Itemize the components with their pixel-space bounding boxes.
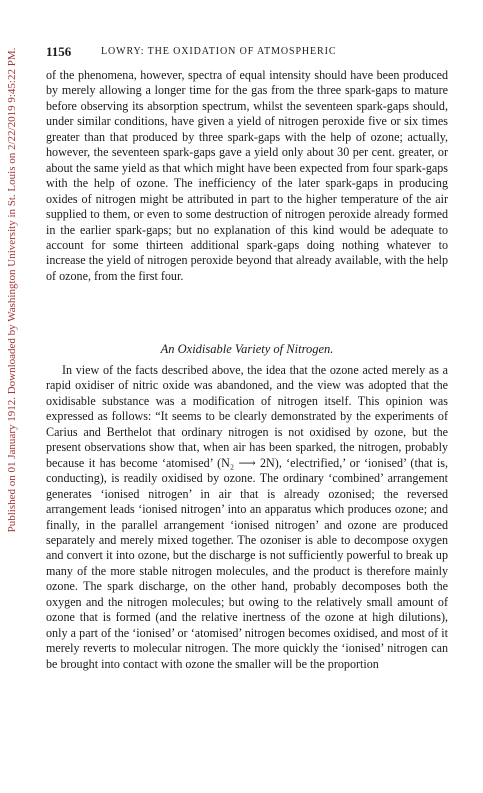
running-head: LOWRY: THE OXIDATION OF ATMOSPHERIC [101, 46, 337, 57]
body-text-continued [46, 68, 448, 284]
paragraph: In view of the facts described above, the idea that the ozone acted merely as a rapid oxidiser of nitric oxide was abandoned, and the view was adopted that the oxidisable substance was a modification of nitrogen itself. This opinion was expressed as follows: “It seems to be clearly demonstrated by the experiments of Carius and Berthelot that ordinary nitrogen is not oxidised by ozone, but the present observations show that, when air has been sparked, the nitrogen, probably because it has become ‘atomised’ (N₂ ⟶ 2N), ‘electrified,’ or ‘ionised’ (that is, conducting), is readily oxidised by ozone. The ordinary ‘combined’ arrangement generates ‘ionised nitrogen’ in air that is already ozonised; the reversed arrangement leads ‘ionised nitrogen’ into an apparatus which produces ozone; and finally, in the parallel arrangement ‘ionised nitrogen’ and ozone are produced separately and merely mixed together. The ozoniser is able to decompose oxygen and convert it into ozone, but the discharge is not sufficiently powerful to break up many of the more stable nitrogen molecules, and the product is therefore mainly ozone. The spark discharge, on the other hand, probably decomposes both the oxygen and the nitrogen molecules; but owing to the relatively small amount of ozone that is formed (and the relative inertness of the ozone at high dilutions), only a part of the ‘ionised’ or ‘atomised’ nitrogen becomes oxidised, and most of it merely reverts to molecular nitrogen. The more quickly the ‘ionised’ nitrogen can be brought into contact with ozone the smaller will be the proportion [46, 363, 448, 671]
paragraph: of the phenomena, however, spectra of equal intensity should have been produced by merely allowing a longer time for the gas from the three spark-gaps to mature before observing its absorption spectrum, whilst the seventeen spark-gaps should, under similar conditions, have given a yield of nitrogen peroxide five or six times greater than that produced by three spark-gaps with the help of ozone; actually, however, the seventeen spark-gaps gave a yield only about 30 per cent. greater, or about the same yield as that which might have been expected from four spark-gaps with the help of ozone. The inefficiency of the later spark-gaps in producing oxides of nitrogen might be attributed in part to the higher temperature of the air supplied to them, or even to some destruction of nitrogen peroxide already formed in the earlier spark-gaps; but no explanation of this kind would be adequate to account for some thirteen additional spark-gaps doing nothing whatever to increase the yield of nitrogen peroxide beyond that already available, with the help of ozone, from the first four. [46, 68, 448, 283]
section-heading: An Oxidisable Variety of Nitrogen. [160, 342, 334, 356]
page-number: 1156 [46, 44, 72, 59]
body-text-section [46, 363, 448, 672]
download-watermark [4, 30, 20, 550]
download-watermark-text: Published on 01 January 1912. Downloaded by Washington University in St. Louis on 2/22/2019 9:45:22 PM. [6, 47, 18, 533]
page-header [46, 44, 448, 62]
